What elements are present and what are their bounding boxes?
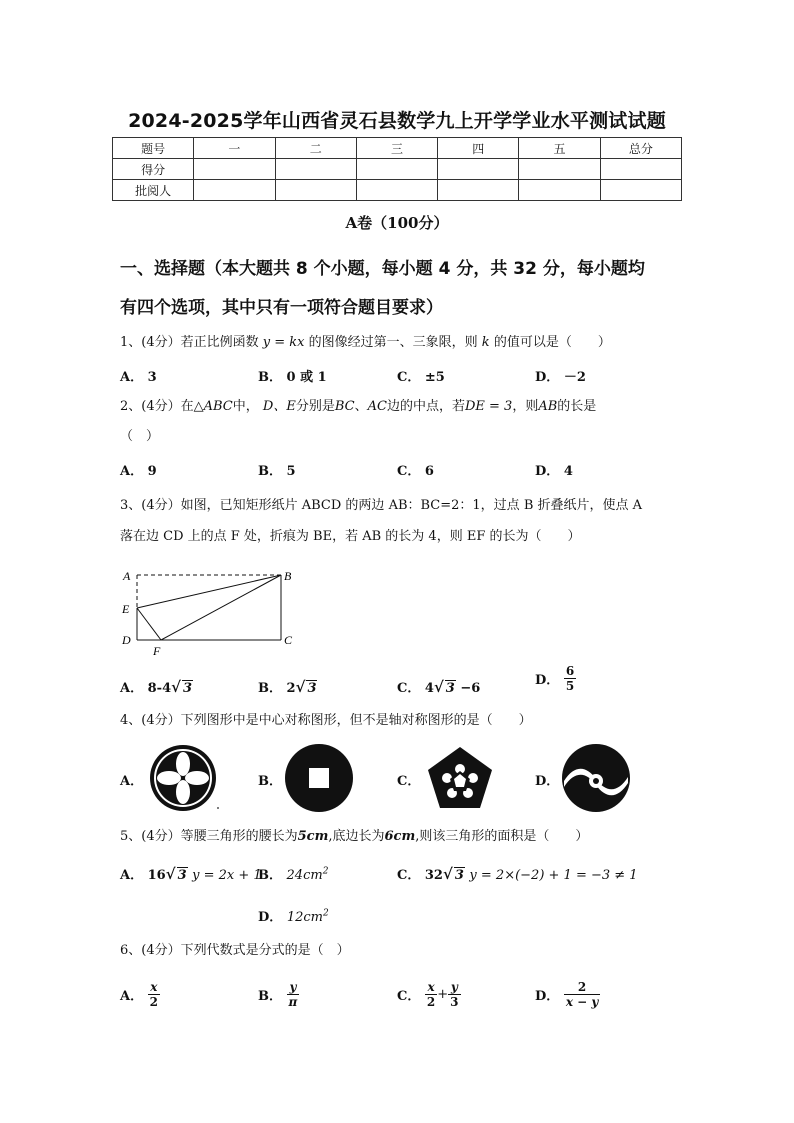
- q6-option-d[interactable]: D． $\frac{2}{x - y}$: [535, 980, 599, 1009]
- label-a: A: [123, 569, 131, 583]
- q1-prefix: 1、(4分）若正比例函数: [120, 335, 259, 350]
- q2-option-d[interactable]: D． 4: [535, 464, 573, 479]
- q5-option-a[interactable]: A． 16√ 3 y = 2x + 1: [120, 865, 262, 883]
- q3-line1: 3、(4分）如图，已知矩形纸片 ABCD 的两边 AB：BC=2：1，过点 B 折叠纸片，使点 A: [120, 498, 643, 513]
- four-petal-circle-icon[interactable]: [148, 743, 222, 815]
- label-c: C: [284, 633, 293, 647]
- label-d: D: [122, 633, 131, 647]
- q3-option-d[interactable]: D． $\frac{6}{5}$: [535, 664, 575, 693]
- q3-option-c[interactable]: C． 4√ 3 −6: [397, 678, 481, 696]
- score-cell[interactable]: [438, 180, 519, 201]
- coin-square-hole-icon[interactable]: [284, 743, 356, 815]
- q1-option-a[interactable]: A． 3: [120, 370, 157, 385]
- q1-option-b[interactable]: B． 0 或 1: [258, 370, 327, 385]
- question-1: [120, 333, 680, 353]
- q1-suffix: 的值可以是（ ）: [493, 335, 611, 350]
- page-title: 2024-2025学年山西省灵石县数学九上开学学业水平测试试题: [128, 110, 666, 132]
- volume-heading: A卷（100分）: [345, 214, 449, 232]
- score-cell[interactable]: [600, 180, 681, 201]
- q2-option-a[interactable]: A． 9: [120, 464, 157, 479]
- q4-option-d-letter[interactable]: D．: [535, 774, 560, 789]
- q5-option-c[interactable]: C． 32√ 3 y = 2×(−2) + 1 = −3 ≠ 1: [397, 865, 638, 883]
- score-table-header-cell: 三: [356, 138, 437, 159]
- q4-option-a-letter[interactable]: A．: [120, 774, 144, 789]
- score-table-header-cell: 题号: [113, 138, 194, 159]
- score-cell[interactable]: [519, 180, 600, 201]
- q2-triangle: △ABC: [193, 399, 233, 414]
- q3-option-a[interactable]: A． 8-4√ 3: [120, 678, 193, 696]
- score-table-header-cell: 五: [519, 138, 600, 159]
- q2-option-b[interactable]: B． 5: [258, 464, 296, 479]
- score-table-row-label: 批阅人: [113, 180, 194, 201]
- q2-option-c[interactable]: C． 6: [397, 464, 434, 479]
- q1-option-d[interactable]: D． －2: [535, 370, 586, 385]
- question-6: 6、(4分）下列代数式是分式的是（ ）: [120, 943, 350, 958]
- q1-k: k: [481, 335, 490, 350]
- question-4: 4、(4分）下列图形中是中心对称图形，但不是轴对称图形的是（ ）: [120, 713, 532, 728]
- score-table-row: [113, 180, 682, 201]
- score-table-header-cell: 一: [194, 138, 275, 159]
- label-f: F: [153, 644, 161, 658]
- score-cell[interactable]: [519, 159, 600, 180]
- score-cell[interactable]: [275, 180, 356, 201]
- q5-option-d[interactable]: D． $12cm^2$: [258, 908, 329, 925]
- score-cell[interactable]: [356, 159, 437, 180]
- label-e: E: [122, 602, 130, 616]
- segment-eb: [137, 575, 281, 608]
- question-2: 2、(4分）在△ABC中， D、E分别是BC、AC边的中点，若DE = 3，则AB的长是: [120, 399, 597, 414]
- score-cell[interactable]: [194, 159, 275, 180]
- q3-line2: 落在边 CD 上的点 F 处，折痕为 BE，若 AB 的长为 4，则 EF 的长为（ ）: [120, 529, 581, 544]
- pentagon-flower-icon[interactable]: [424, 743, 496, 813]
- score-cell[interactable]: [600, 159, 681, 180]
- score-table-row: [113, 159, 682, 180]
- score-table-header-cell: 总分: [600, 138, 681, 159]
- q4-option-b-letter[interactable]: B．: [258, 774, 282, 789]
- q5-option-b[interactable]: B． $24cm^2$: [258, 866, 329, 883]
- q2-line2: （ ）: [120, 429, 160, 444]
- q6-option-c[interactable]: C． $\frac{x}{2}$ + $\frac{y}{3}$: [397, 980, 459, 1009]
- score-table: [112, 137, 682, 201]
- q6-option-a[interactable]: A． $\frac{x}{2}$: [120, 980, 158, 1009]
- q4-option-c-letter[interactable]: C．: [397, 774, 421, 789]
- q1-mid: 的图像经过第一、三象限，则: [308, 335, 478, 350]
- q1-equation: y = kx: [262, 335, 305, 350]
- score-table-header-row: [113, 138, 682, 159]
- q6-option-b[interactable]: B． $\frac{y}{\pi}$: [258, 980, 298, 1009]
- score-cell[interactable]: [194, 180, 275, 201]
- label-b: B: [284, 569, 292, 583]
- score-cell[interactable]: [275, 159, 356, 180]
- score-table-header-cell: 四: [438, 138, 519, 159]
- section-heading-line2: 有四个选项，其中只有一项符合题目要求）: [120, 298, 443, 318]
- segment-ef: [137, 608, 161, 640]
- section-heading-line1: 一、选择题（本大题共 8 个小题，每小题 4 分，共 32 分，每小题均: [120, 259, 645, 279]
- score-cell[interactable]: [356, 180, 437, 201]
- question-5: 5、(4分）等腰三角形的腰长为5cm,底边长为6cm,则该三角形的面积是（ ）: [120, 829, 589, 844]
- score-table-row-label: 得分: [113, 159, 194, 180]
- segment-fb: [161, 575, 281, 640]
- score-table-header-cell: 二: [275, 138, 356, 159]
- score-cell[interactable]: [438, 159, 519, 180]
- q3-option-b[interactable]: B． 2√ 3: [258, 678, 317, 696]
- q3-rectangle-figure: [118, 566, 308, 658]
- yin-yang-like-icon[interactable]: [560, 743, 634, 815]
- q1-option-c[interactable]: C． ±5: [397, 370, 445, 385]
